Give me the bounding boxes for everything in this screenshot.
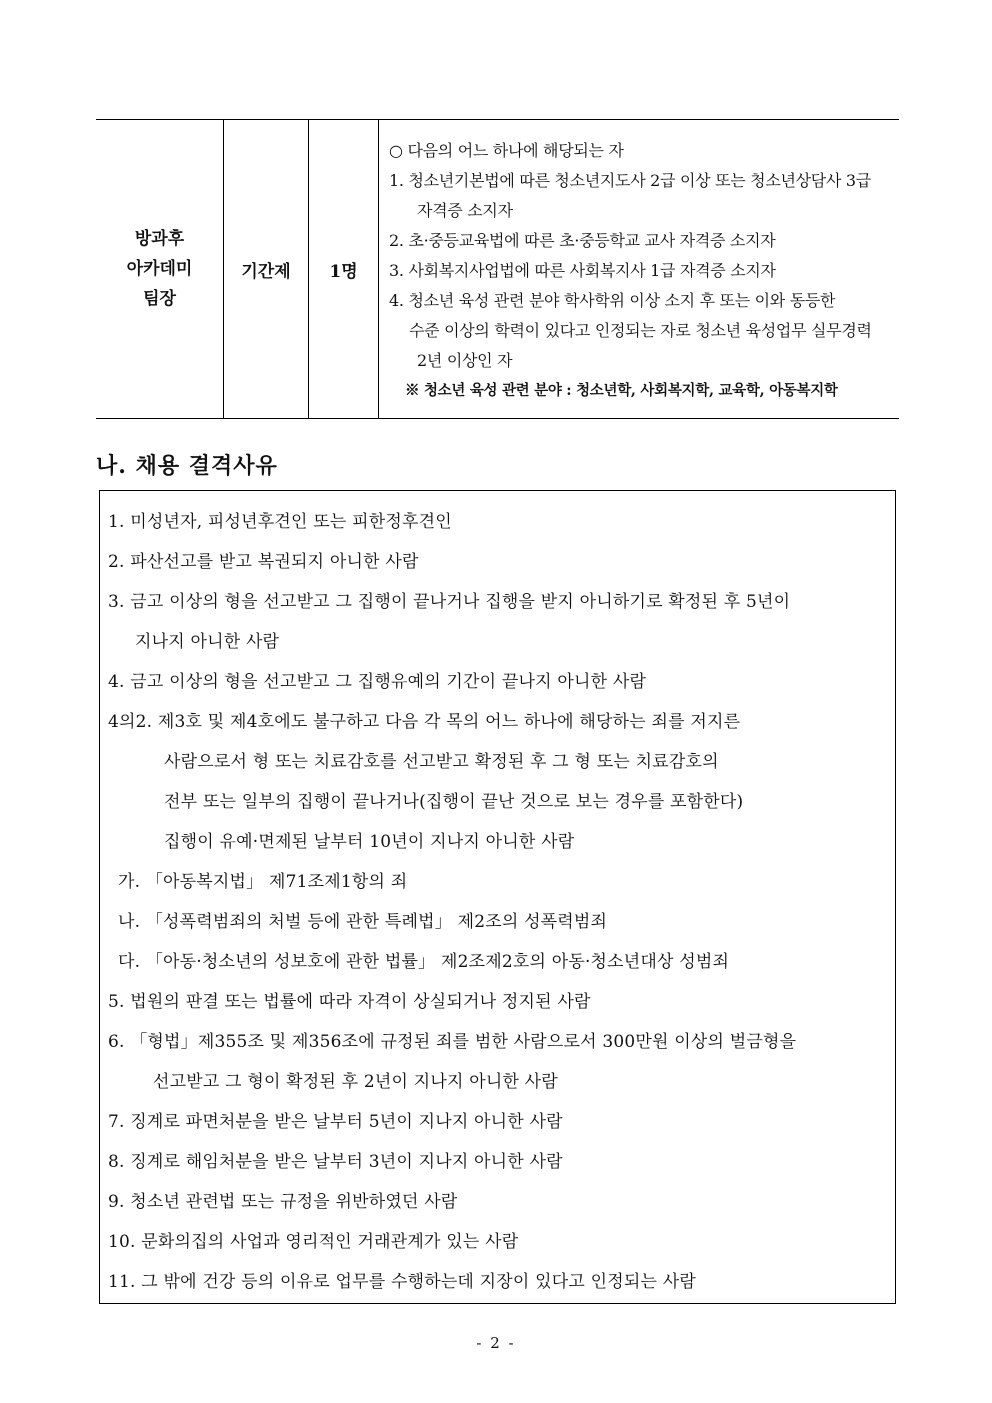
disqualification-subitem: 다. 「아동·청소년의 성보호에 관한 법률」 제2조제2호의 아동·청소년대상 성범죄 bbox=[118, 952, 730, 972]
disqualification-item-continued: 선고받고 그 형이 확정된 후 2년이 지나지 아니한 사람 bbox=[153, 1072, 558, 1092]
page-number: - 2 - bbox=[476, 1334, 516, 1352]
disqualification-item: 6. 「형법」제355조 및 제356조에 규정된 죄를 범한 사람으로서 300만원 이상의 벌금형을 bbox=[108, 1032, 797, 1052]
disqualification-item: 3. 금고 이상의 형을 선고받고 그 집행이 끝나거나 집행을 받지 아니하기로 확정된 후 5년이 bbox=[108, 592, 791, 612]
disqualification-item: 8. 징계로 해임처분을 받은 날부터 3년이 지나지 아니한 사람 bbox=[108, 1152, 563, 1172]
employment-type: 기간제 bbox=[241, 261, 291, 282]
requirement-item: 2. 초·중등교육법에 따른 초·중등학교 교사 자격증 소지자 bbox=[389, 231, 776, 250]
headcount-cell bbox=[309, 120, 379, 418]
position-title-line: 방과후 bbox=[134, 229, 185, 249]
disqualification-box bbox=[99, 490, 896, 1304]
disqualification-item: 1. 미성년자, 피성년후견인 또는 피한정후견인 bbox=[108, 512, 452, 532]
position-title-line: 아카데미 bbox=[126, 259, 193, 279]
disqualification-item-continued: 집행이 유예·면제된 날부터 10년이 지나지 아니한 사람 bbox=[164, 832, 575, 852]
requirement-note: ※ 청소년 육성 관련 분야 : 청소년학, 사회복지학, 교육학, 아동복지학 bbox=[405, 382, 838, 399]
position-title-line: 팀장 bbox=[143, 289, 176, 309]
requirement-item-continued: 수준 이상의 학력이 있다고 인정되는 자로 청소년 육성업무 실무경력 bbox=[409, 321, 872, 340]
requirement-item: 4. 청소년 육성 관련 분야 학사학위 이상 소지 후 또는 이와 동등한 bbox=[389, 291, 836, 310]
employment-type-cell bbox=[224, 120, 309, 418]
disqualification-item: 4의2. 제3호 및 제4호에도 불구하고 다음 각 목의 어느 하나에 해당하는 죄를 저지른 bbox=[108, 712, 741, 732]
disqualification-item: 2. 파산선고를 받고 복권되지 아니한 사람 bbox=[108, 552, 419, 572]
disqualification-item: 10. 문화의집의 사업과 영리적인 거래관계가 있는 사람 bbox=[108, 1232, 519, 1252]
disqualification-subitem: 가. 「아동복지법」 제71조제1항의 죄 bbox=[118, 872, 408, 892]
disqualification-item: 5. 법원의 판결 또는 법률에 따라 자격이 상실되거나 정지된 사람 bbox=[108, 992, 591, 1012]
requirements-cell bbox=[379, 120, 899, 418]
position-table bbox=[96, 119, 899, 419]
requirement-item-continued: 자격증 소지자 bbox=[417, 201, 513, 220]
requirement-item: 1. 청소년기본법에 따른 청소년지도사 2급 이상 또는 청소년상담사 3급 bbox=[389, 171, 871, 190]
disqualification-subitem: 나. 「성폭력범죄의 처벌 등에 관한 특례법」 제2조의 성폭력범죄 bbox=[118, 912, 608, 932]
requirement-item-continued: 2년 이상인 자 bbox=[417, 351, 513, 370]
disqualification-item: 9. 청소년 관련법 또는 규정을 위반하였던 사람 bbox=[108, 1192, 458, 1212]
disqualification-item: 7. 징계로 파면처분을 받은 날부터 5년이 지나지 아니한 사람 bbox=[108, 1112, 563, 1132]
requirement-item: 3. 사회복지사업법에 따른 사회복지사 1급 자격증 소지자 bbox=[389, 261, 776, 280]
position-title-cell bbox=[96, 120, 224, 418]
disqualification-item-continued: 지나지 아니한 사람 bbox=[135, 632, 280, 652]
disqualification-item-continued: 전부 또는 일부의 집행이 끝나거나(집행이 끝난 것으로 보는 경우를 포함한다) bbox=[164, 792, 744, 812]
disqualification-item: 11. 그 밖에 건강 등의 이유로 업무를 수행하는데 지장이 있다고 인정되는 사람 bbox=[108, 1272, 696, 1292]
section-heading: 나. 채용 결격사유 bbox=[96, 453, 278, 479]
headcount: 1명 bbox=[329, 261, 358, 282]
requirement-intro: ○ 다음의 어느 하나에 해당되는 자 bbox=[389, 141, 624, 160]
disqualification-item-continued: 사람으로서 형 또는 치료감호를 선고받고 확정된 후 그 형 또는 치료감호의 bbox=[164, 752, 719, 772]
disqualification-item: 4. 금고 이상의 형을 선고받고 그 집행유예의 기간이 끝나지 아니한 사람 bbox=[108, 672, 647, 692]
